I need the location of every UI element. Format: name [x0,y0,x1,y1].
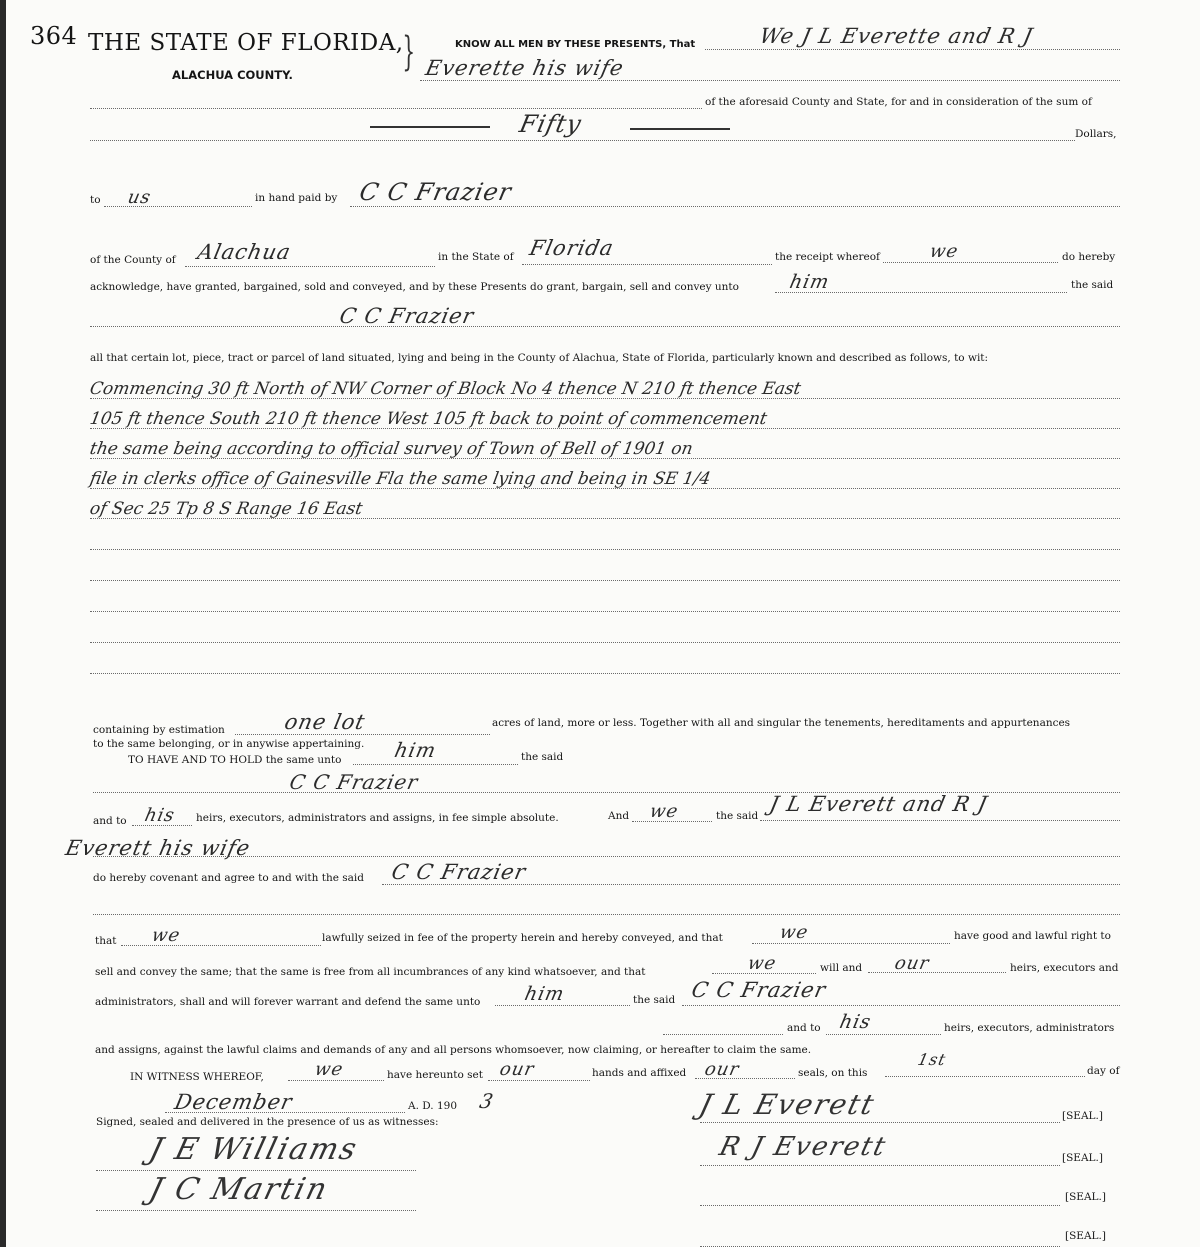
receipt-label: the receipt whereof [775,251,880,263]
page-number: 364 [30,22,78,50]
county-label: of the County of [90,254,176,266]
grant-unto-value: him [787,271,832,293]
seal-label: [SEAL.] [1065,1230,1106,1242]
seizin-and-to: and to [787,1022,821,1034]
seizin-value5: him [522,983,567,1005]
witness-year-digit: 3 [477,1089,497,1113]
grantee-name: C C Frazier [337,304,477,328]
witness-seal-label: seals, on this [798,1067,868,1079]
land-description-line: Commencing 30 ft North of NW Corner of Block No 4 thence N 210 ft thence East [88,379,803,399]
estimation-text2: to the same belonging, or in anywise appertaining. [93,738,365,750]
witness-value3: our [702,1059,742,1080]
witness-signed-text: Signed, sealed and delivered in the presence of us as witnesses: [96,1116,439,1128]
and-value: we [647,801,681,822]
seizin-text3: sell and convey the same; that the same is free from all incumbrances of any kind whatsoever, and that [95,966,646,978]
witness-ad: A. D. 190 [408,1100,458,1112]
seal-label: [SEAL.] [1065,1191,1106,1203]
grantor-signature: J L Everett [695,1088,880,1121]
witness-label: IN WITNESS WHEREOF, [130,1071,264,1083]
land-description-line: the same being according to official survey of Town of Bell of 1901 on [88,439,695,459]
witness-day-value: 1st [916,1050,948,1069]
hereby-label: do hereby [1062,251,1116,263]
brace: } [402,29,416,75]
seizin-value3: we [745,953,779,974]
habendum-label: TO HAVE AND TO HOLD the same unto [128,754,342,766]
consideration-text: of the aforesaid County and State, for and in consideration of the sum of [705,96,1092,108]
scan-edge [0,0,6,1247]
habendum-the-said: the said [521,751,564,763]
seizin-text7: and assigns, against the lawful claims and demands of any and all persons whomsoever, now claiming, or hereafter to claim the same. [95,1044,812,1056]
seizin-value4: our [892,953,932,974]
estimation-text: acres of land, more or less. Together with all and singular the tenements, hereditaments and appurtenances [492,717,1071,729]
seizin-that: that [95,935,117,947]
paid-by-value: C C Frazier [357,178,515,206]
witness-signature: J E Williams [145,1132,362,1167]
consideration-amount: Fifty [517,110,585,138]
grantors-line2: Everette his wife [423,56,627,80]
to-label: to [90,194,101,206]
witness-signature: J C Martin [145,1172,333,1207]
land-description-line: file in clerks office of Gainesville Fla the same lying and being in SE 1/4 [88,469,713,489]
county-title: ALACHUA COUNTY. [172,68,293,82]
heirs-value: his [142,805,177,826]
land-text: all that certain lot, piece, tract or parcel of land situated, lying and being in the County of Alachua, State of Florida, particularly known and described as follows, to wit: [90,352,989,364]
grantors-line1: We J L Everette and R J [757,24,1036,48]
and-label: And [608,810,630,822]
habendum-grantors-line2: Everett his wife [63,836,253,860]
habendum-the-said2: the said [716,810,759,822]
and-to-label: and to [93,815,127,827]
witness-month: December [172,1090,295,1114]
witness-day-of: day of [1087,1065,1120,1077]
estimation-label: containing by estimation [93,724,225,736]
seizin-text6: heirs, executors, administrators [944,1022,1115,1034]
seizin-value6: C C Frazier [689,978,829,1002]
grant-text: acknowledge, have granted, bargained, sold and conveyed, and by these Presents do grant, bargain, sell and convey unto [90,281,739,293]
habendum-unto-value: him [392,738,439,762]
covenant-label: do hereby covenant and agree to and with the said [93,872,365,884]
seizin-the-said: the said [633,994,676,1006]
witness-set-label: have hereunto set [387,1069,483,1081]
seizin-text5: administrators, shall and will forever warrant and defend the same unto [95,996,481,1008]
seal-label: [SEAL.] [1062,1152,1103,1164]
habendum-grantee: C C Frazier [287,770,421,794]
intro-text: KNOW ALL MEN BY THESE PRESENTS, That [455,39,696,50]
dollars-label: Dollars, [1075,128,1117,140]
covenant-value: C C Frazier [389,860,529,884]
seizin-text4: heirs, executors and [1010,962,1119,974]
estimation-value: one lot [282,710,368,734]
receipt-value: we [927,241,961,262]
heirs-text: heirs, executors, administrators and assigns, in fee simple absolute. [196,812,559,824]
seizin-value2: we [777,922,811,943]
seizin-text1: lawfully seized in fee of the property herein and hereby conveyed, and that [322,932,723,944]
grant-the-said: the said [1071,279,1114,291]
seizin-text2: have good and lawful right to [954,930,1111,942]
witness-value2: our [497,1059,537,1080]
habendum-grantors-line1: J L Everett and R J [767,792,990,816]
seizin-will-and: will and [820,962,863,974]
county-value: Alachua [195,240,294,264]
grantor-signature: R J Everett [716,1132,891,1162]
state-label: in the State of [438,251,514,263]
witness-hand-label: hands and affixed [592,1067,687,1079]
state-value: Florida [527,236,617,260]
to-value: us [125,187,154,208]
seal-label: [SEAL.] [1062,1110,1103,1122]
land-description-line: of Sec 25 Tp 8 S Range 16 East [88,499,365,519]
paid-by-label: in hand paid by [255,192,338,204]
seizin-value7: his [837,1011,874,1033]
seizin-that-value: we [149,925,183,946]
land-description-line: 105 ft thence South 210 ft thence West 105 ft back to point of commencement [88,409,769,429]
state-title: THE STATE OF FLORIDA, [88,30,404,56]
witness-value1: we [312,1059,346,1080]
